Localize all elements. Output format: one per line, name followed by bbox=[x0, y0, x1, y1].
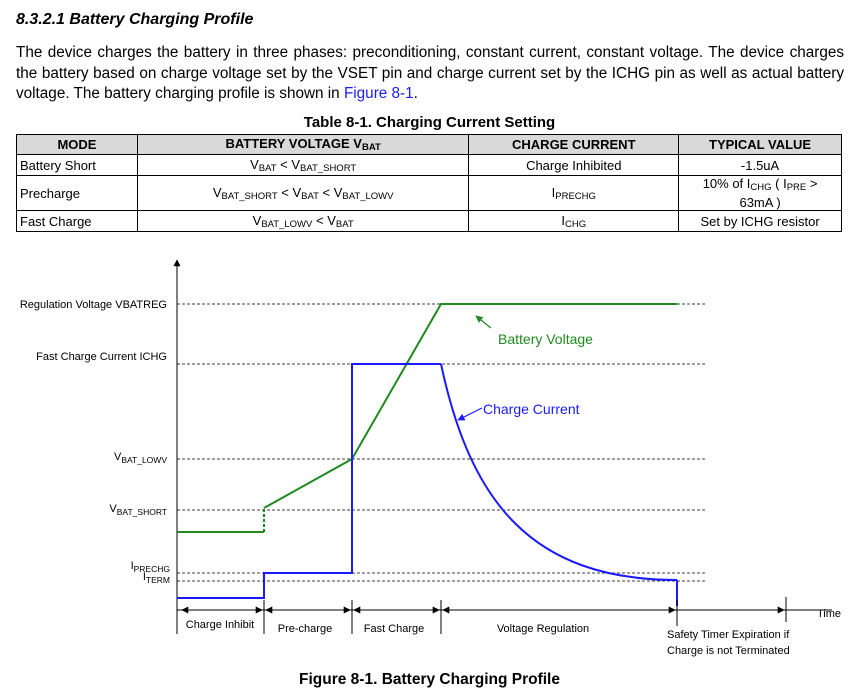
cell-current: Charge Inhibited bbox=[469, 155, 679, 176]
reference-lines bbox=[177, 304, 706, 581]
cell-current: $I_{PRECHG}$ bbox=[469, 176, 679, 211]
label-iterm: $I_{TERM}$ bbox=[142, 571, 170, 585]
cell-voltage: $V_{BAT\_LOWV} < V_{BAT}$ bbox=[137, 211, 469, 232]
phase-label-fast-charge: Fast Charge bbox=[363, 623, 425, 635]
current-annotation-arrow bbox=[458, 408, 482, 420]
figure-link[interactable]: Figure 8-1 bbox=[343, 85, 414, 102]
cell-voltage: $V_{BAT\_SHORT} < V_{BAT} < V_{BAT\_LOWV}$ bbox=[137, 176, 469, 211]
header-voltage: BATTERY VOLTAGE $V_{BAT}$ bbox=[137, 135, 469, 155]
label-ichg: Fast Charge Current ICHG bbox=[36, 351, 167, 363]
cell-typical: -1.5uA bbox=[679, 155, 842, 176]
phase-label-pre-charge: Pre-charge bbox=[277, 623, 333, 635]
x-axis-label: Time bbox=[817, 608, 842, 620]
header-current: CHARGE CURRENT bbox=[469, 135, 679, 155]
battery-voltage-curve bbox=[177, 304, 677, 532]
cell-typical: 10% of $I_{CHG}$ ( $I_{PRE}$ > 63mA ) bbox=[679, 176, 842, 211]
label-vbat-lowv: $V_{BAT\_LOWV}$ bbox=[113, 451, 167, 465]
cell-mode: Battery Short bbox=[17, 155, 138, 176]
paragraph-text: The device charges the battery in three phases: preconditioning, constant current, constant voltage. The device charges the battery based on charge voltage set by the VSET pin and charge current set by the ICHG pin as well as actual battery voltage. The battery charging profile is shown in bbox=[16, 44, 844, 102]
timer-note-line1: Safety Timer Expiration if bbox=[667, 629, 790, 641]
cell-mode: Fast Charge bbox=[17, 211, 138, 232]
phase-label-voltage-regulation: Voltage Regulation bbox=[496, 623, 590, 635]
cell-mode: Precharge bbox=[17, 176, 138, 211]
cell-voltage: $V_{BAT} < V_{BAT\_SHORT}$ bbox=[137, 155, 469, 176]
annotation-battery-voltage: Battery Voltage bbox=[498, 331, 593, 347]
label-iprechg: $I_{PRECHG}$ bbox=[130, 560, 170, 574]
figure-caption: Figure 8-1. Battery Charging Profile bbox=[299, 671, 560, 688]
cell-typical: Set by ICHG resistor bbox=[679, 211, 842, 232]
label-vbatreg: Regulation Voltage VBATREG bbox=[19, 299, 167, 311]
cell-current: $I_{CHG}$ bbox=[469, 211, 679, 232]
section-number: 8.3.2.1 bbox=[16, 11, 65, 28]
timer-note-line2: Charge is not Terminated bbox=[667, 645, 790, 657]
label-vbat-short: $V_{BAT\_SHORT}$ bbox=[109, 503, 167, 517]
paragraph-end: . bbox=[413, 85, 418, 102]
charge-current-curve bbox=[177, 364, 677, 606]
table-caption: Table 8-1. Charging Current Setting bbox=[303, 114, 556, 131]
phase-label-charge-inhibit: Charge Inhibit bbox=[185, 619, 255, 631]
section-title: Battery Charging Profile bbox=[69, 11, 254, 28]
annotation-charge-current: Charge Current bbox=[483, 401, 580, 417]
voltage-annotation-arrow bbox=[476, 316, 491, 328]
header-mode: MODE bbox=[17, 135, 138, 155]
header-typical: TYPICAL VALUE bbox=[679, 135, 842, 155]
